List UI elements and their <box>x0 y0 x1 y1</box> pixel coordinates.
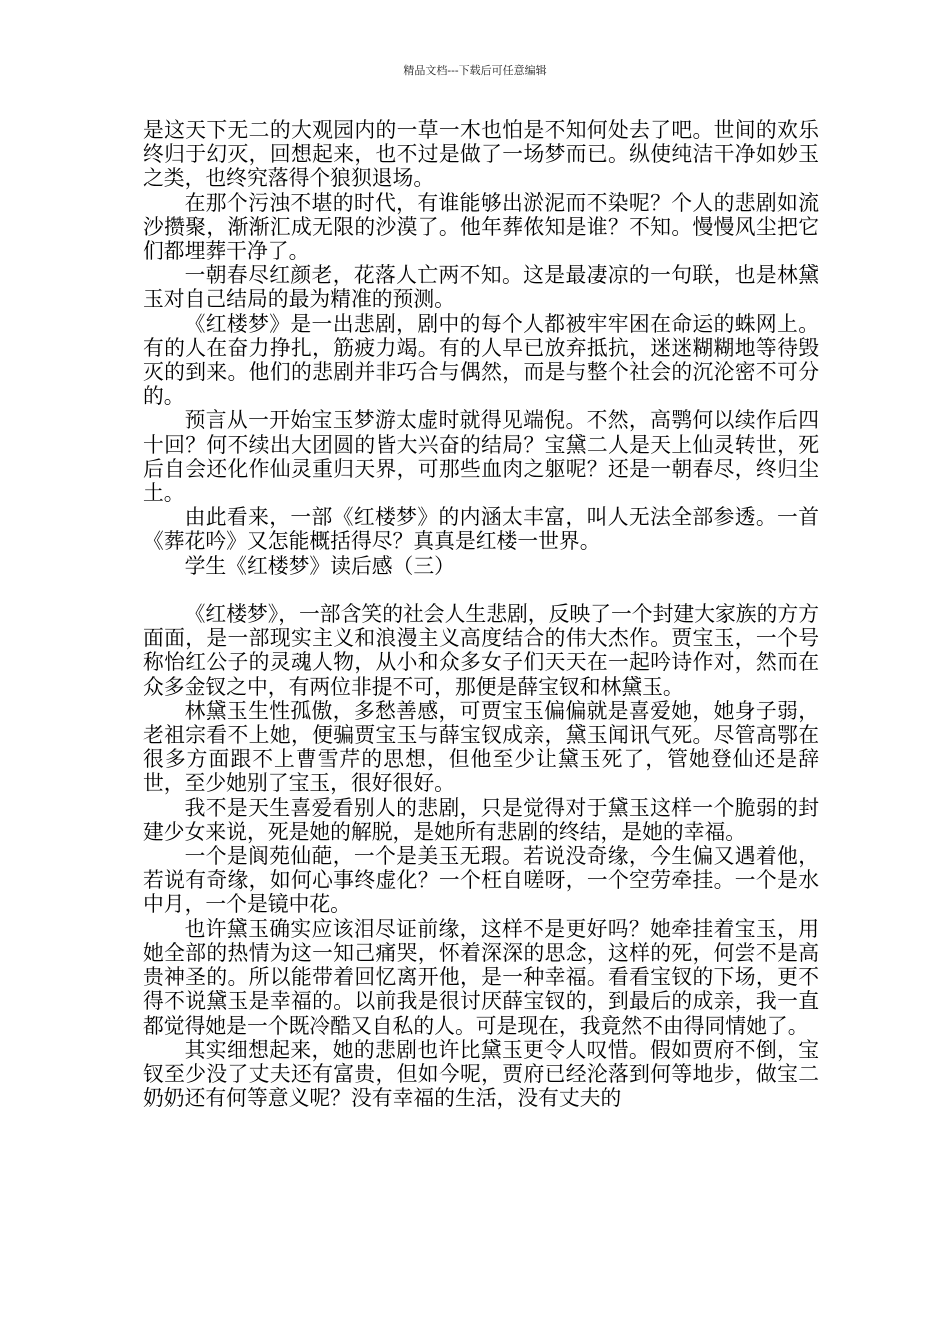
paragraph: 由此看来，一部《红楼梦》的内涵太丰富，叫人无法全部参透。一首《葬花吟》又怎能概括得尽？真真是红楼一世界。 <box>143 505 819 554</box>
paragraph: 其实细想起来，她的悲剧也许比黛玉更令人叹惜。假如贾府不倒，宝钗至少没了丈夫还有富贵，但如今呢，贾府已经沦落到何等地步，做宝二奶奶还有何等意义呢？没有幸福的生活，没有丈夫的 <box>143 1037 819 1111</box>
paragraph-continuation: 是这天下无二的大观园内的一草一木也怕是不知何处去了吧。世间的欢乐终归于幻灭，回想起来，也不过是做了一场梦而已。纵使纯洁干净如妙玉之类，也终究落得个狼狈退场。 <box>143 118 819 191</box>
paragraph: 《红楼梦》是一出悲剧，剧中的每个人都被牢牢困在命运的蛛网上。有的人在奋力挣扎，筋疲力竭。有的人早已放弃抵抗，迷迷糊糊地等待毁灭的到来。他们的悲剧并非巧合与偶然，而是与整个社会的沉沦密不可分的。 <box>143 311 819 409</box>
document-body <box>143 118 819 1110</box>
paragraph: 预言从一开始宝玉梦游太虚时就得见端倪。不然，高鹗何以续作后四十回？何不续出大团圆的皆大兴奋的结局？宝黛二人是天上仙灵转世，死后自会还化作仙灵重归天界，可那些血肉之躯呢？还是一朝春尽，终归尘土。 <box>143 408 819 506</box>
paragraph: 一朝春尽红颜老，花落人亡两不知。这是最凄凉的一句联，也是林黛玉对自己结局的最为精准的预测。 <box>143 263 819 312</box>
paragraph: 一个是阆苑仙葩，一个是美玉无瑕。若说没奇缘，今生偏又遇着他，若说有奇缘，如何心事终虚化？一个枉自嗟呀，一个空劳牵挂。一个是水中月，一个是镜中花。 <box>143 844 819 917</box>
paragraph: 也许黛玉确实应该泪尽证前缘，这样不是更好吗？她牵挂着宝玉，用她全部的热情为这一知己痛哭，怀着深深的思念，这样的死，何尝不是高贵神圣的。所以能带着回忆离开他，是一种幸福。看看宝钗的下场，更不得不说黛玉是幸福的。以前我是很讨厌薛宝钗的，到最后的成亲，我一直都觉得她是一个既冷酷又自私的人。可是现在，我竟然不由得同情她了。 <box>143 916 819 1038</box>
paragraph: 《红楼梦》，一部含笑的社会人生悲剧，反映了一个封建大家族的方方面面，是一部现实主义和浪漫主义高度结合的伟大杰作。贾宝玉，一个号称怡红公子的灵魂人物，从小和众多女子们天天在一起吟诗作对，然而在众多金钗之中，有两位非提不可，那便是薛宝钗和林黛玉。 <box>143 602 819 699</box>
paragraph: 林黛玉生性孤傲，多愁善感，可贾宝玉偏偏就是喜爱她，她身子弱，老祖宗看不上她，便骗贾宝玉与薛宝钗成亲，黛玉闻讯气死。尽管高鄂在很多方面跟不上曹雪芹的思想，但他至少让黛玉死了，管她登仙还是辞世，至少她别了宝玉，很好很好。 <box>143 698 819 796</box>
section-title: 学生《红楼梦》读后感（三） <box>184 553 455 578</box>
paragraph: 我不是天生喜爱看别人的悲剧，只是觉得对于黛玉这样一个脆弱的封建少女来说，死是她的解脱，是她所有悲剧的终结，是她的幸福。 <box>143 795 819 844</box>
blank-line <box>143 578 819 602</box>
paragraph: 在那个污浊不堪的时代，有谁能够出淤泥而不染呢？个人的悲剧如流沙攒聚，渐渐汇成无限的沙漠了。他年葬侬知是谁？不知。慢慢风尘把它们都埋葬干净了。 <box>143 190 819 264</box>
page-header: 精品文档---下载后可任意编辑 <box>403 64 547 77</box>
